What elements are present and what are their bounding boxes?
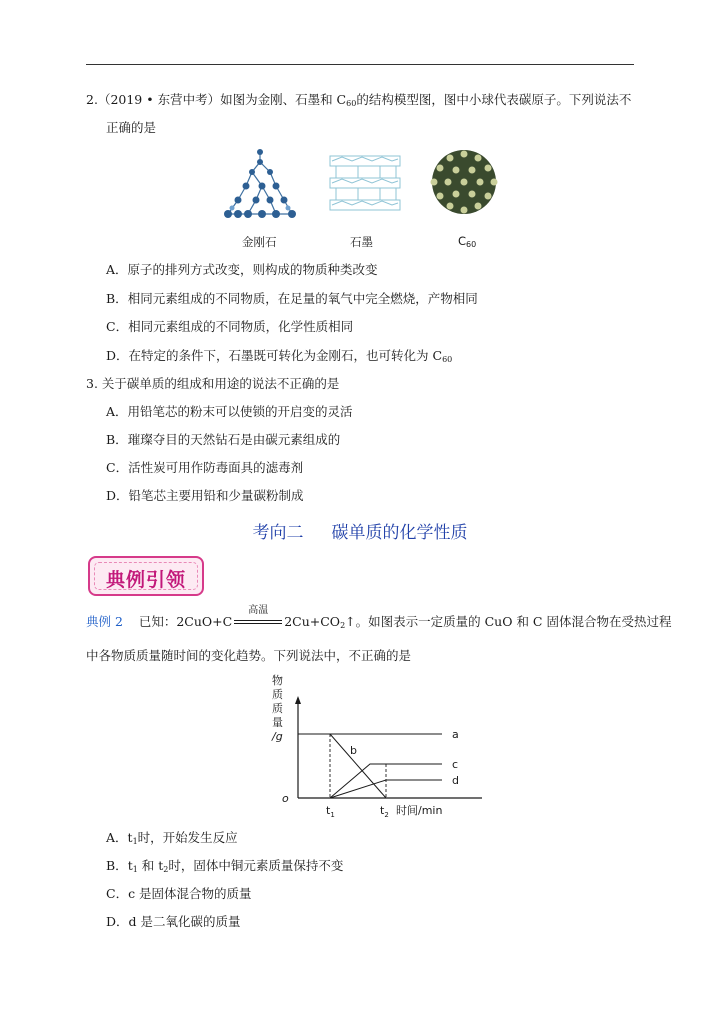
mass-time-graph — [262, 672, 522, 822]
reaction-condition: 高温 — [232, 614, 284, 630]
y-label-4: 量 — [272, 716, 283, 729]
header-rule — [86, 64, 634, 65]
mass-time-chart — [262, 672, 522, 822]
ex2-option-a: A．$t_1$时，开始发生反应 — [106, 830, 238, 846]
graphite-label: 石墨 — [350, 235, 373, 249]
q2-stem-line2: 正确的是 — [106, 120, 157, 135]
ex2-option-b: B．$t_1$ 和 $t_2$时，固体中铜元素质量保持不变 — [106, 858, 344, 874]
curve-b — [330, 734, 386, 798]
ex2-option-d: D．d 是二氧化碳的质量 — [106, 914, 241, 929]
y-label-3: 质 — [272, 702, 283, 715]
c60-label: $C_{60}$ — [458, 234, 477, 249]
diamond-model — [224, 149, 296, 218]
q2-option-a: A．原子的排列方式改变，则构成的物质种类改变 — [106, 262, 378, 277]
example2-stem-line2: 中各物质质量随时间的变化趋势。下列说法中，不正确的是 — [86, 648, 412, 663]
y-axis-arrow — [295, 696, 301, 704]
q3-stem: 3. 关于碳单质的组成和用途的说法不正确的是 — [86, 376, 340, 391]
x-axis-label: 时间/min — [396, 804, 443, 817]
y-label-1: 物 — [272, 674, 283, 687]
diamond-label: 金刚石 — [242, 235, 277, 249]
q2-option-b: B．相同元素组成的不同物质，在足量的氧气中完全燃烧，产物相同 — [106, 291, 478, 306]
c60-model — [431, 150, 498, 214]
carbon-models-figure — [218, 142, 508, 252]
q3-option-a: A．用铅笔芯的粉末可以使锁的开启变的灵活 — [106, 404, 353, 419]
y-label-5: /g — [272, 730, 283, 743]
origin-label: o — [282, 792, 289, 805]
section-heading: 考向二 碳单质的化学性质 — [252, 523, 468, 543]
label-c: c — [452, 758, 459, 771]
q2-option-d: D．在特定的条件下，石墨既可转化为金刚石，也可转化为 $C_{60}$ — [106, 348, 453, 364]
y-label-2: 质 — [272, 688, 283, 701]
q2-stem: 2.（2019 • 东营中考）如图为金刚、石墨和 $C_{60}$的结构模型图，图中小球代表碳原子。下列说法不 — [86, 92, 632, 108]
q3-option-c: C．活性炭可用作防毒面具的滤毒剂 — [106, 460, 304, 475]
example-badge: 典例引领 — [88, 556, 204, 596]
ex2-option-c: C．c 是固体混合物的质量 — [106, 886, 252, 901]
label-a: a — [452, 728, 459, 741]
example2-stem: 典例 2 已知：2CuO+C 高温 $2Cu+CO_2↑$。如图表示一定质量的 CuO 和 C 固体混合物在受热过程 — [86, 605, 672, 630]
q3-option-d: D．铅笔芯主要用铅和少量碳粉制成 — [106, 488, 304, 503]
label-d: d — [452, 774, 459, 787]
label-b: b — [350, 744, 357, 757]
graphite-model — [330, 156, 400, 210]
t2-label: $t_2$ — [380, 804, 389, 819]
t1-label: $t_1$ — [326, 804, 335, 819]
q3-option-b: B．璀璨夺目的天然钻石是由碳元素组成的 — [106, 432, 341, 447]
q2-option-c: C．相同元素组成的不同物质，化学性质相同 — [106, 319, 354, 334]
